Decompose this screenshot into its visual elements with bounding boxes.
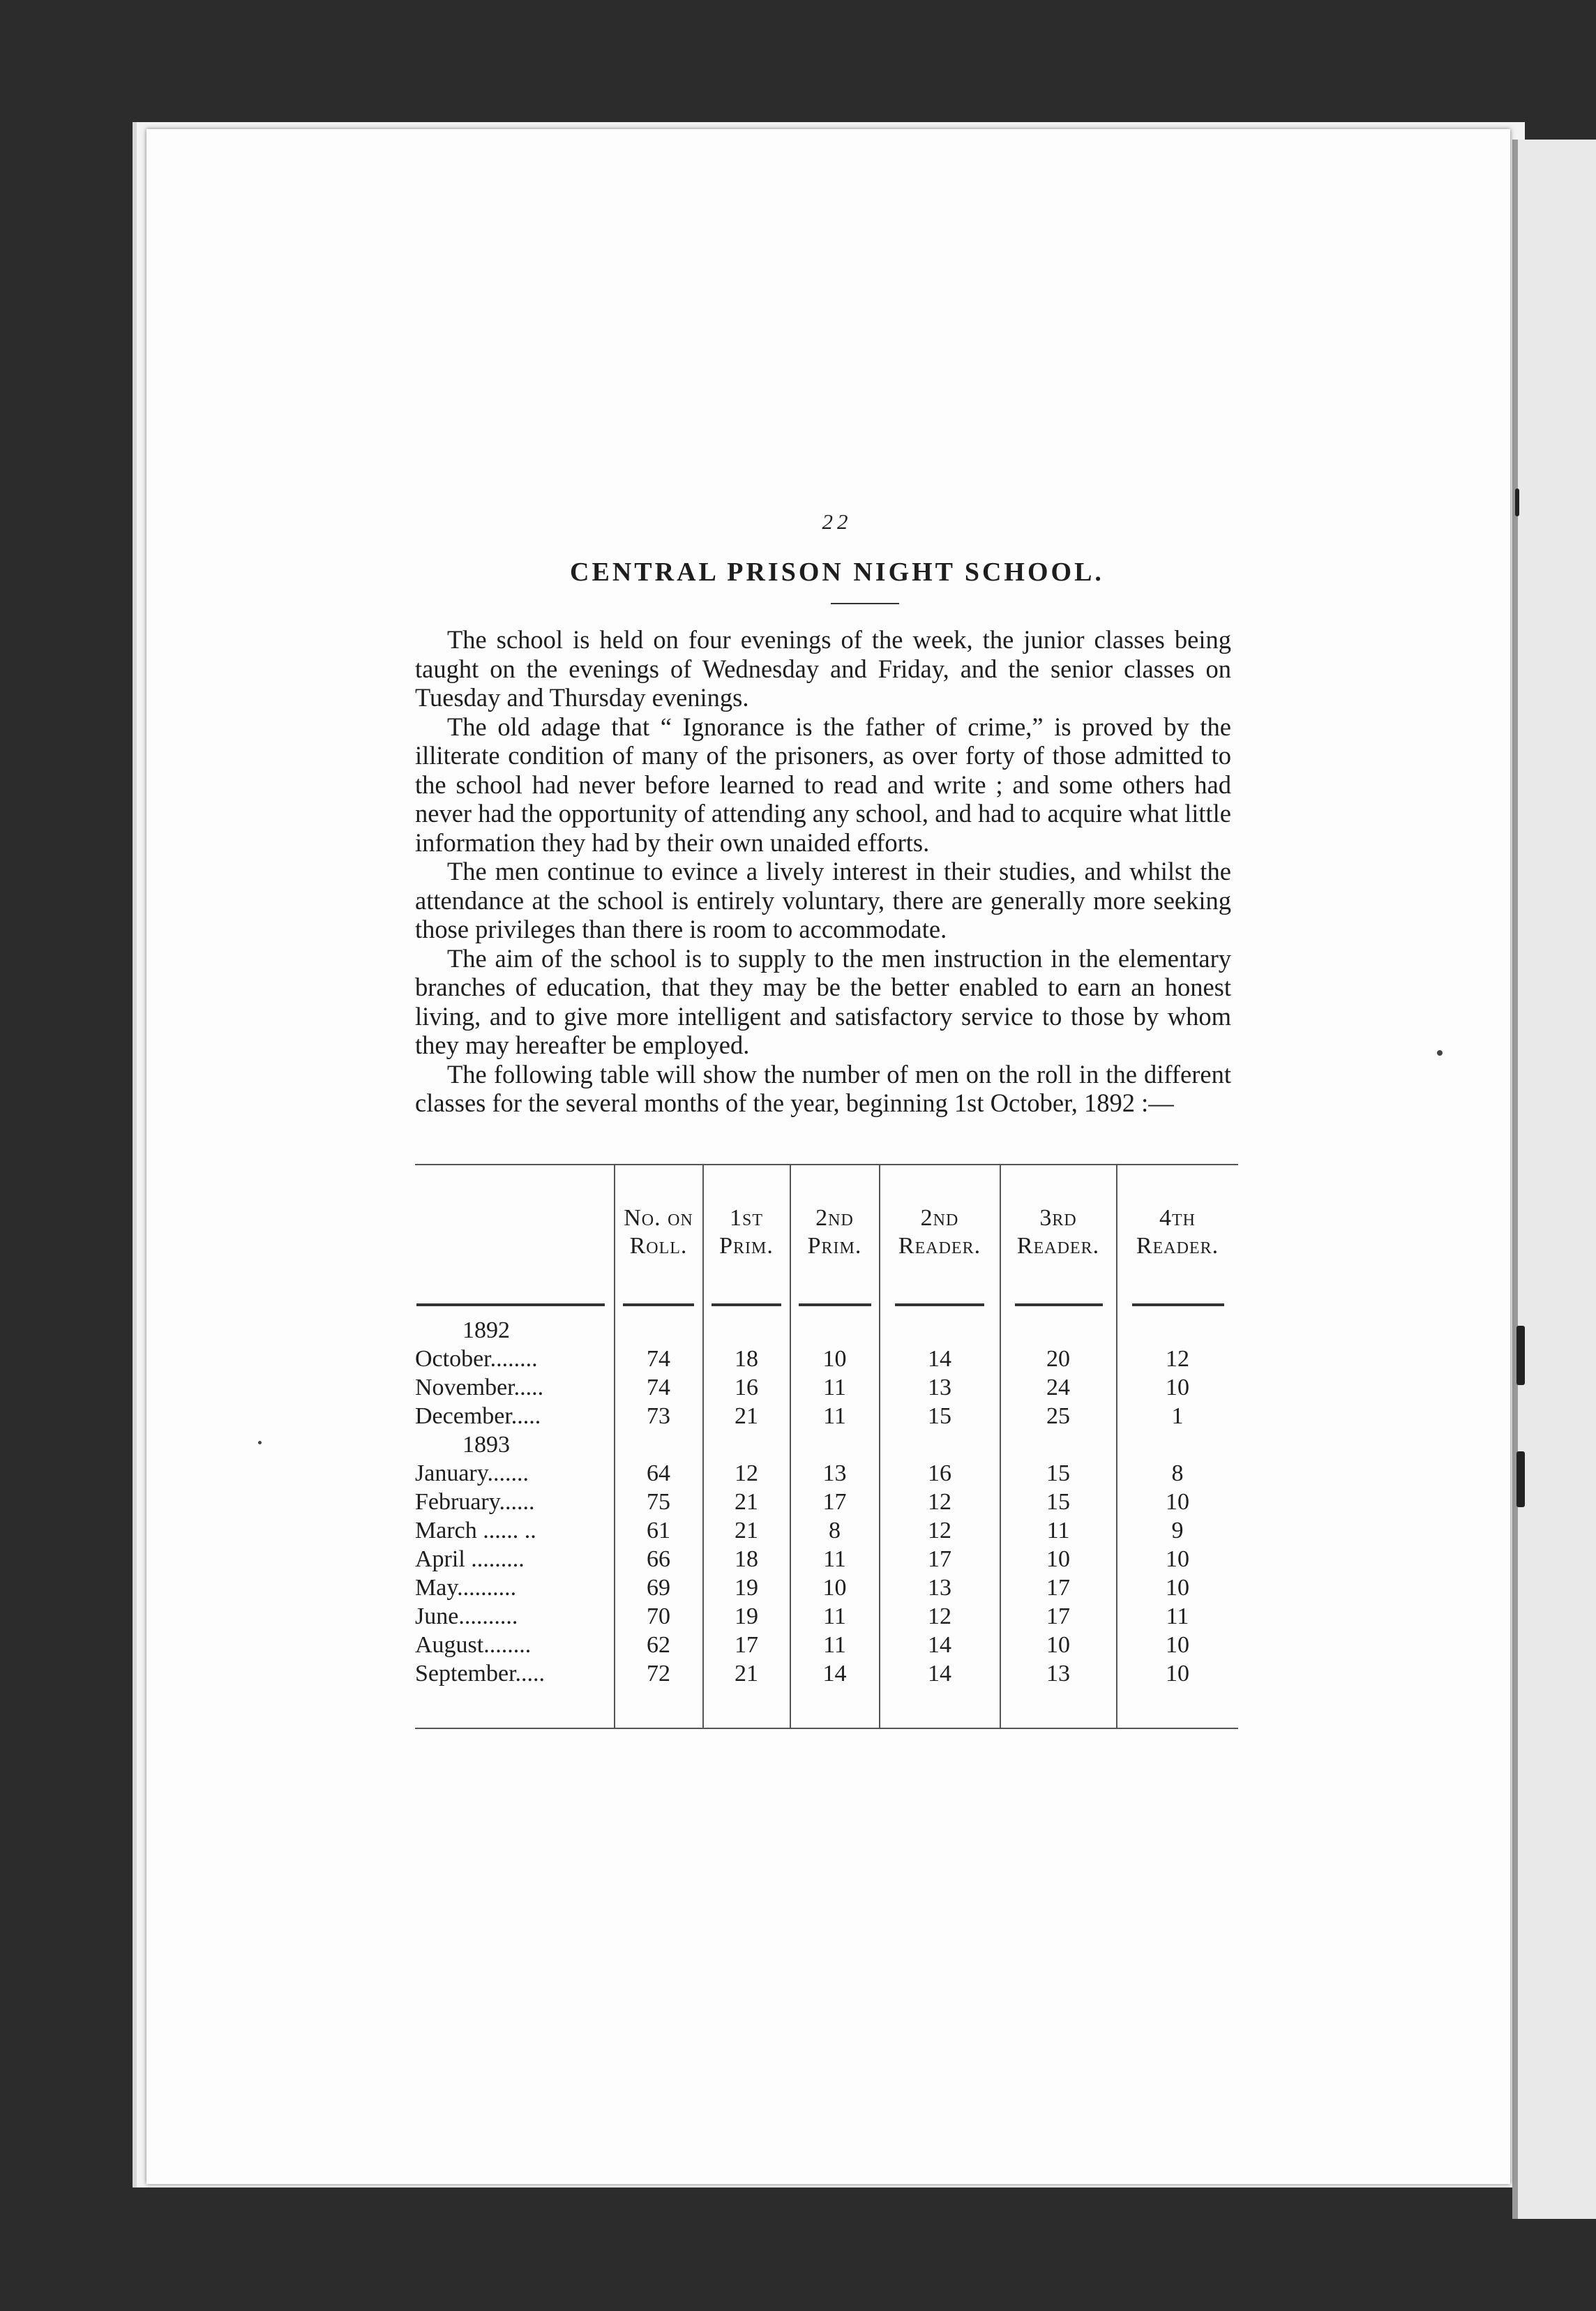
table-cell: 24 [1046,1374,1070,1400]
table-bottom-rule [415,1728,1238,1729]
month-label: August........ [415,1631,532,1658]
table-cell: 1 [1171,1403,1184,1429]
table-cell: 62 [647,1631,670,1658]
table-cell: 14 [928,1631,951,1658]
table-cell: 10 [1166,1488,1189,1515]
month-label: March ...... .. [415,1517,536,1543]
table-cell: 66 [647,1546,670,1572]
table-cell: 16 [928,1460,951,1486]
year-label-1893: 1893 [462,1431,510,1458]
table-cell: 61 [647,1517,670,1543]
month-label: December..... [415,1403,541,1429]
month-label: May.......... [415,1574,517,1601]
table-cell: 11 [823,1546,846,1572]
binding-mark [1515,488,1519,516]
table-cell: 74 [647,1374,670,1400]
month-label: September..... [415,1660,545,1686]
header-dash [1132,1303,1224,1306]
page-number: 22 [822,509,852,534]
paragraph-table-intro: The following table will show the number of men on the roll in the different classes for the several months of the year, beginning 1st October, 1892 :— [415,1059,1231,1117]
header-1st-prim: 1st Prim. [719,1204,774,1259]
table-cell: 12 [928,1517,951,1543]
table-cell: 18 [735,1546,758,1572]
page-title: CENTRAL PRISON NIGHT SCHOOL. [570,558,1104,587]
table-cell: 74 [647,1345,670,1372]
month-label: April ......... [415,1546,525,1572]
table-cell: 11 [1046,1517,1070,1543]
table-cell: 17 [928,1546,951,1572]
header-dash [623,1303,694,1306]
table-cell: 16 [735,1374,758,1400]
table-cell: 15 [928,1403,951,1429]
header-dash [712,1303,781,1306]
table-cell: 14 [928,1345,951,1372]
table-cell: 17 [1046,1574,1070,1601]
document-page [146,129,1510,2184]
month-label: June.......... [415,1603,518,1629]
table-cell: 13 [822,1460,847,1486]
month-label: February...... [415,1488,535,1515]
table-cell: 10 [1166,1374,1189,1400]
paragraph-adage: The old adage that “ Ignorance is the father of crime,” is proved by the illiterate condition of many of the prisoners, as over forty of those admitted to the school had never before learned to read and write ; and some others had never had the opportunity of attending any school, and had to acquire what little information they had by their own unaided efforts. [415,712,1231,857]
table-cell: 13 [928,1374,951,1400]
table-cell: 12 [735,1460,758,1486]
binding-mark [1516,1326,1525,1385]
month-label: October........ [415,1345,538,1372]
table-cell: 10 [1166,1631,1189,1658]
page-content [415,509,1231,1736]
table-cell: 69 [647,1574,670,1601]
table-cell: 11 [823,1603,846,1629]
month-label: January....... [415,1460,529,1486]
header-2nd-prim: 2nd Prim. [807,1204,862,1259]
header-4th-reader: 4th Reader. [1136,1204,1219,1259]
table-cell: 21 [735,1488,758,1515]
header-2nd-reader: 2nd Reader. [898,1204,981,1259]
table-cell: 75 [647,1488,670,1515]
paragraph-interest: The men continue to evince a lively interest in their studies, and whilst the attendance at the school is entirely voluntary, there are generally more seeking those privileges than there is room to accommodate. [415,857,1231,943]
table-cell: 10 [1166,1660,1189,1686]
table-cell: 14 [822,1660,847,1686]
table-cell: 10 [1166,1546,1189,1572]
table-cell: 18 [735,1345,758,1372]
table-cell: 19 [735,1603,758,1629]
table-cell: 12 [928,1488,951,1515]
title-rule [831,603,899,604]
header-dash [1015,1303,1103,1306]
table-cell: 15 [1046,1460,1070,1486]
table-cell: 8 [829,1517,841,1543]
table-cell: 17 [735,1631,758,1658]
table-cell: 14 [928,1660,951,1686]
enrollment-table [415,1164,1238,1736]
table-cell: 11 [1166,1603,1189,1629]
paper-speck [258,1441,262,1444]
table-cell: 10 [1046,1546,1070,1572]
table-cell: 21 [735,1403,758,1429]
table-cell: 10 [822,1574,847,1601]
paragraph-schedule: The school is held on four evenings of the week, the junior classes being taught on the evenings of Wednesday and Friday, and the senior classes on Tuesday and Thursday evenings. [415,625,1231,712]
table-cell: 12 [928,1603,951,1629]
table-cell: 19 [735,1574,758,1601]
table-cell: 10 [1046,1631,1070,1658]
paragraph-aim: The aim of the school is to supply to the men instruction in the elementary branches of education, that they may be the better enabled to earn an honest living, and to give more intelligent and satisfactory service to those by whom they may hereafter be employed. [415,943,1231,1059]
table-cell: 11 [823,1631,846,1658]
table-cell: 17 [1046,1603,1070,1629]
table-cell: 64 [647,1460,670,1486]
table-cell: 72 [647,1660,670,1686]
table-cell: 8 [1171,1460,1184,1486]
binding-mark [1516,1451,1525,1507]
header-no-on-roll: No. on Roll. [624,1204,693,1259]
table-cell: 25 [1046,1403,1070,1429]
table-cell: 70 [647,1603,670,1629]
table-cell: 17 [822,1488,847,1515]
month-label: November..... [415,1374,544,1400]
header-3rd-reader: 3rd Reader. [1016,1204,1100,1259]
table-cell: 11 [823,1374,846,1400]
table-cell: 10 [1166,1574,1189,1601]
paper-speck [1437,1050,1443,1056]
table-cell: 15 [1046,1488,1070,1515]
table-cell: 13 [1046,1660,1070,1686]
header-dash [895,1303,984,1306]
table-cell: 21 [735,1660,758,1686]
table-cell: 11 [823,1403,846,1429]
header-dash [416,1303,605,1306]
facing-page-edge [1512,140,1596,2219]
table-cell: 9 [1171,1517,1184,1543]
table-cell: 73 [647,1403,670,1429]
table-cell: 10 [822,1345,847,1372]
table-cell: 21 [735,1517,758,1543]
header-dash [799,1303,871,1306]
table-cell: 12 [1166,1345,1189,1372]
year-label-1892: 1892 [462,1317,510,1343]
table-top-rule [415,1164,1238,1165]
table-cell: 13 [928,1574,951,1601]
table-cell: 20 [1046,1345,1070,1372]
